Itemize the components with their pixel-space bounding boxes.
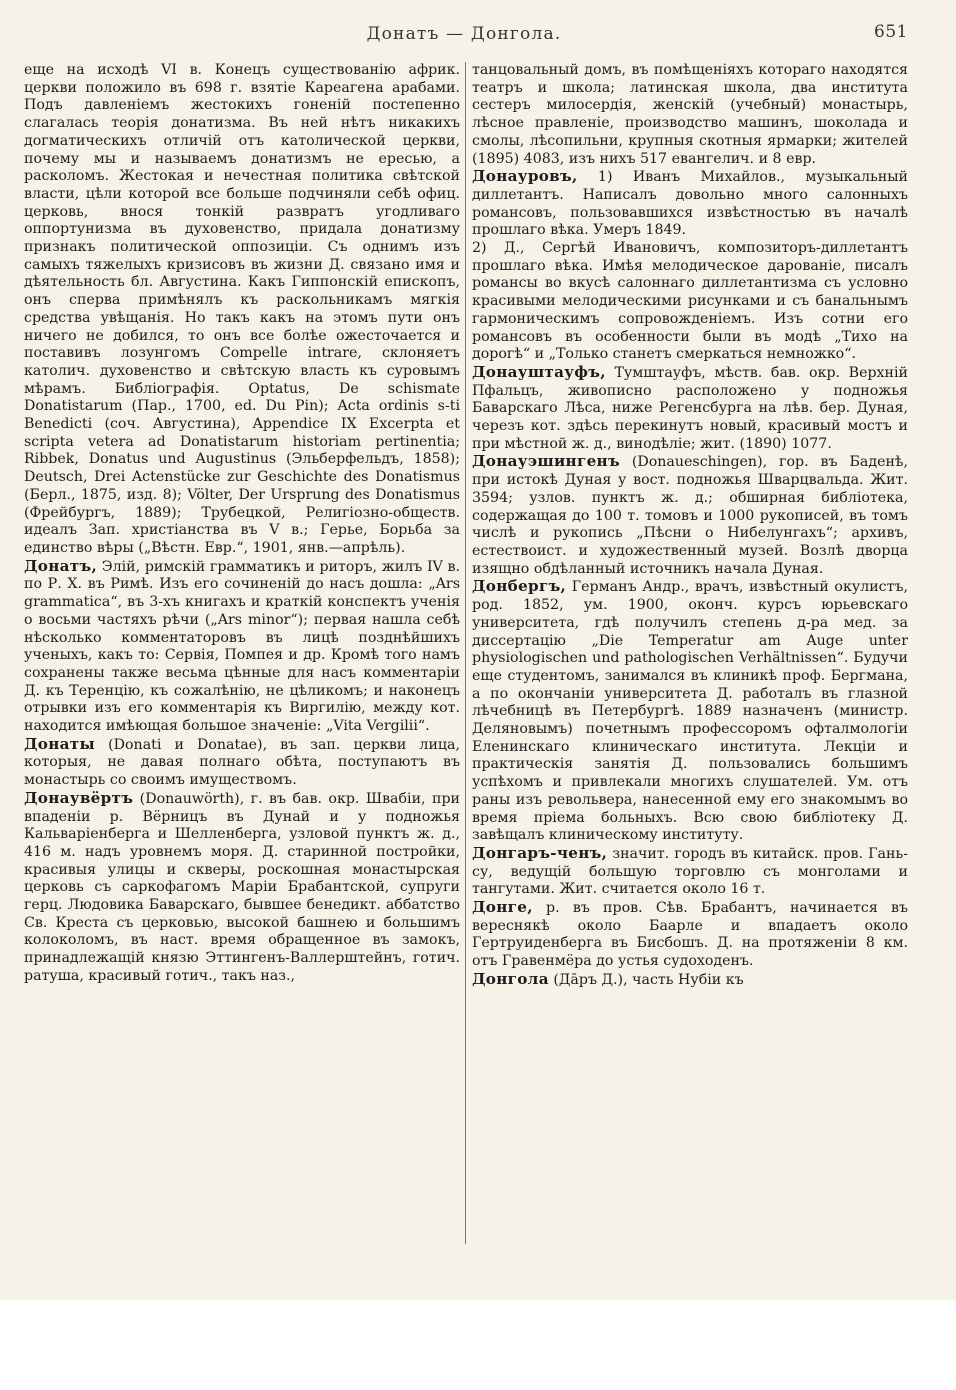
entry-headword: Донауштауфъ,: [472, 362, 606, 381]
entry-text: Тумштауфъ, мѣств. бав. окр. Верхній Пфальцъ, живописно расположено у подножья Баварскаго Лѣса, ниже Регенсбурга на лѣв. бер. Дуная, черезъ кот. здѣсь перекинутъ новый, красивый мостъ и при мѣстной ж. д., винодѣліе; жит. (1890) 1077.: [472, 364, 909, 452]
entry-headword: Донауэшингенъ: [472, 452, 620, 471]
left-column: [24, 62, 460, 986]
entry-headword: Донгола: [472, 969, 549, 988]
dictionary-entry: [472, 578, 908, 845]
entry-text: (Donauwörth), г. въ бав. окр. Швабіи, при впаденіи р. Вёрницъ въ Дунай и у подножья Кальваріенберга и Шелленберга, узловой пунктъ ж. д., 416 м. надъ уровнемъ моря. Д. старинной постройки, красивыя улицы и скверы, роскошная монастырская церковь съ саркофагомъ Маріи Брабантской, супруги герц. Людовика Баварскаго, бывшее бенедикт. аббатство Св. Креста съ церковью, высокой башнею и большимъ колоколомъ, въ наст. время обращенное въ замокъ, принадлежащій князю Эттингенъ-Валлерштейнъ, готич. ратуша, красивый готич., такъ наз.,: [24, 790, 460, 984]
dictionary-entry: [472, 845, 908, 899]
dictionary-entry: [472, 62, 908, 168]
entry-headword: Донатъ,: [24, 556, 98, 575]
dictionary-entry: [472, 899, 908, 971]
column-divider: [465, 62, 466, 1244]
dictionary-entry: [472, 364, 908, 454]
entry-text: еще на исходѣ VI в. Конецъ существованію африк. церкви положило въ 698 г. взятіе Кареагена арабами. Подъ давленіемъ жестокихъ гоненій постепенно слагалась теорія донатизма. Въ ней нѣтъ никакихъ догматическихъ отличій отъ католической церкви, почему мы и называемъ донатизмъ не ересью, а расколомъ. Жестокая и нечестная политика свѣтской власти, цѣли которой все больше подчиняли себѣ офиц. церковь, внося тонкій развратъ угодливаго оппортунизма въ духовенство, придала донатизму признакъ политической оппозиціи. Съ однимъ изъ самыхъ тяжелыхъ кризисовъ въ жизни Д. связано имя и дѣятельность бл. Августина. Какъ Гиппонскій епископъ, онъ сперва примѣнялъ къ раскольникамъ мягкія средства увѣщанія. Но такъ какъ на этомъ пути онъ ничего не добился, то онъ все болѣе ожесточается и поставивъ лозунгомъ Compelle intrare, склоняетъ католич. духовенство и свѣтскую власть къ суровымъ мѣрамъ. Библіографія. Optatus, De schismate Donatistarum (Пар., 1700, ed. Du Pin); Acta ordinis s-ti Benedicti (соч. Августина), Appendice IX Excerpta et scripta vetera ad Donatistarum historiam pertinentia; Ribbek, Donatus und Augustinus (Эльберфельдъ, 1858); Deutsch, Drei Actenstücke zur Geschichte des Donatismus (Берл., 1875, изд. 8); Völter, Der Ursprung des Donatismus (Фрейбургъ, 1889); Трубецкой, Религіозно-обществ. идеалъ Зап. христіанства въ V в.; Герье, Борьба за единство вѣры („Вѣстн. Евр.“, 1901, янв.—апрѣль).: [24, 62, 460, 556]
entry-headword: Донаувёртъ: [24, 788, 134, 807]
entry-headword: Донауровъ,: [472, 167, 578, 186]
page-number: 651: [874, 22, 908, 42]
entry-headword: Донаты: [24, 734, 96, 753]
entry-text: Германъ Андр., врачъ, извѣстный окулистъ, род. 1852, ум. 1900, оконч. курсъ юрьевскаго университета, гдѣ получилъ степень д-ра мед. за диссертацію „Die Temperatur am Auge unter physiologischen und pathologischen Verhältnissen“. Будучи еще студентомъ, занимался въ клиникѣ проф. Бергмана, а по окончаніи университета Д. работалъ въ глазной лѣчебницѣ въ Петербургѣ. 1889 назначенъ (министр. Деляновымъ) почетнымъ профессоромъ офталмологіи Еленинскаго клиническаго института. Лекціи и практическія занятія Д. пользовались большимъ успѣхомъ и привлекали многихъ слушателей. Ум. отъ раны изъ револьвера, нанесенной ему его знакомымъ во время пріема больныхъ. Всю свою библіотеку Д. завѣщалъ клиническому институту.: [472, 579, 908, 844]
entry-headword: Донге,: [472, 898, 533, 917]
dictionary-entry: [24, 790, 460, 986]
entry-text: 1) Иванъ Михайлов., музыкальный диллетантъ. Написалъ довольно много салонныхъ романсовъ, пользовавшихся извѣстностью въ началѣ прошлаго вѣка. Умеръ 1849.: [472, 169, 908, 239]
dictionary-entry: [24, 736, 460, 790]
entry-text: 2) Д., Сергѣй Ивановичъ, композиторъ-диллетантъ прошлаго вѣка. Имѣя мелодическое дарованіе, писалъ романсы во вкусѣ салоннаго диллетантизма съ условно красивыми мелодическими рисунками и съ банальнымъ гармоническимъ сопровожденіемъ. Изъ сотни его романсовъ въ особенности были въ модѣ „Тихо на дорогѣ“ и „Только станетъ смеркаться немножко“.: [472, 240, 908, 363]
dictionary-entry: [472, 168, 908, 240]
dictionary-entry: [24, 62, 460, 558]
dictionary-entry: [472, 453, 908, 578]
entry-headword: Донбергъ,: [472, 577, 567, 596]
entry-text: танцовальный домъ, въ помѣщеніяхъ котораго находятся театръ и школа; латинская школа, два института сестеръ милосердія, женскій (учебный) монастырь, лѣсное правленіе, производство машинъ, шоколада и смолы, лѣсопильни, крупныя скотныя ярмарки; жителей (1895) 4083, изъ нихъ 517 евангелич. и 8 евр.: [472, 62, 908, 167]
dictionary-entry: [472, 240, 908, 364]
dictionary-entry: [24, 558, 460, 736]
entry-text: р. въ пров. Сѣв. Брабантъ, начинается въ вереснякѣ около Баарле и впадаетъ около Гертруиденберга въ Бисбошъ. Д. на протяженіи 8 км. отъ Гравенмёра до устья судоходенъ.: [472, 900, 908, 970]
entry-text: Элій, римскій грамматикъ и риторъ, жилъ IV в. по Р. Х. въ Римѣ. Изъ его сочиненій до насъ дошла: „Ars grammatica“, въ 3-хъ книгахъ и краткій конспектъ ученія о восьми частяхъ рѣчи („Ars minor“); первая нашла себѣ нѣсколько комментаторовъ въ лицѣ позднѣйшихъ ученыхъ, какъ то: Сервія, Помпея и др. Кромѣ того намъ сохранены также весьма цѣнные для насъ комментаріи Д. къ Теренцію, къ сожалѣнію, не цѣликомъ; и наконецъ отрывки изъ его комментарія къ Виргилію, между кот. находится имѣющая большое значеніе: „Vita Vergilii“.: [24, 558, 460, 735]
entry-text: (Donaueschingen), гор. въ Баденѣ, при истокѣ Дуная у вост. подножья Шварцвальда. Жит. 3594; узлов. пунктъ ж. д.; обширная библіотека, содержащая до 100 т. томовъ и 1000 рукописей, въ томъ числѣ и рукопись „Пѣсни о Нибелунгахъ“; архивъ, естествоист. и художественный музей. Возлѣ дворца изящно обдѣланный источникъ начала Дуная.: [472, 454, 908, 577]
running-title: Донатъ — Донгола.: [366, 24, 562, 44]
entry-text: (Дāръ Д.), часть Нубіи къ: [553, 971, 744, 988]
right-column: [472, 62, 908, 990]
entry-text: (Donati и Donatae), въ зап. церкви лица, которыя, не давая полнаго обѣта, поступаютъ въ монастырь со своимъ имуществомъ.: [24, 736, 460, 789]
entry-text: значит. городъ въ китайск. пров. Гань-су, ведущій большую торговлю съ монголами и тангутами. Жит. считается около 16 т.: [472, 845, 908, 898]
dictionary-entry: [472, 971, 908, 990]
bottom-margin: [0, 1300, 956, 1390]
entry-headword: Донгаръ-ченъ,: [472, 843, 608, 862]
